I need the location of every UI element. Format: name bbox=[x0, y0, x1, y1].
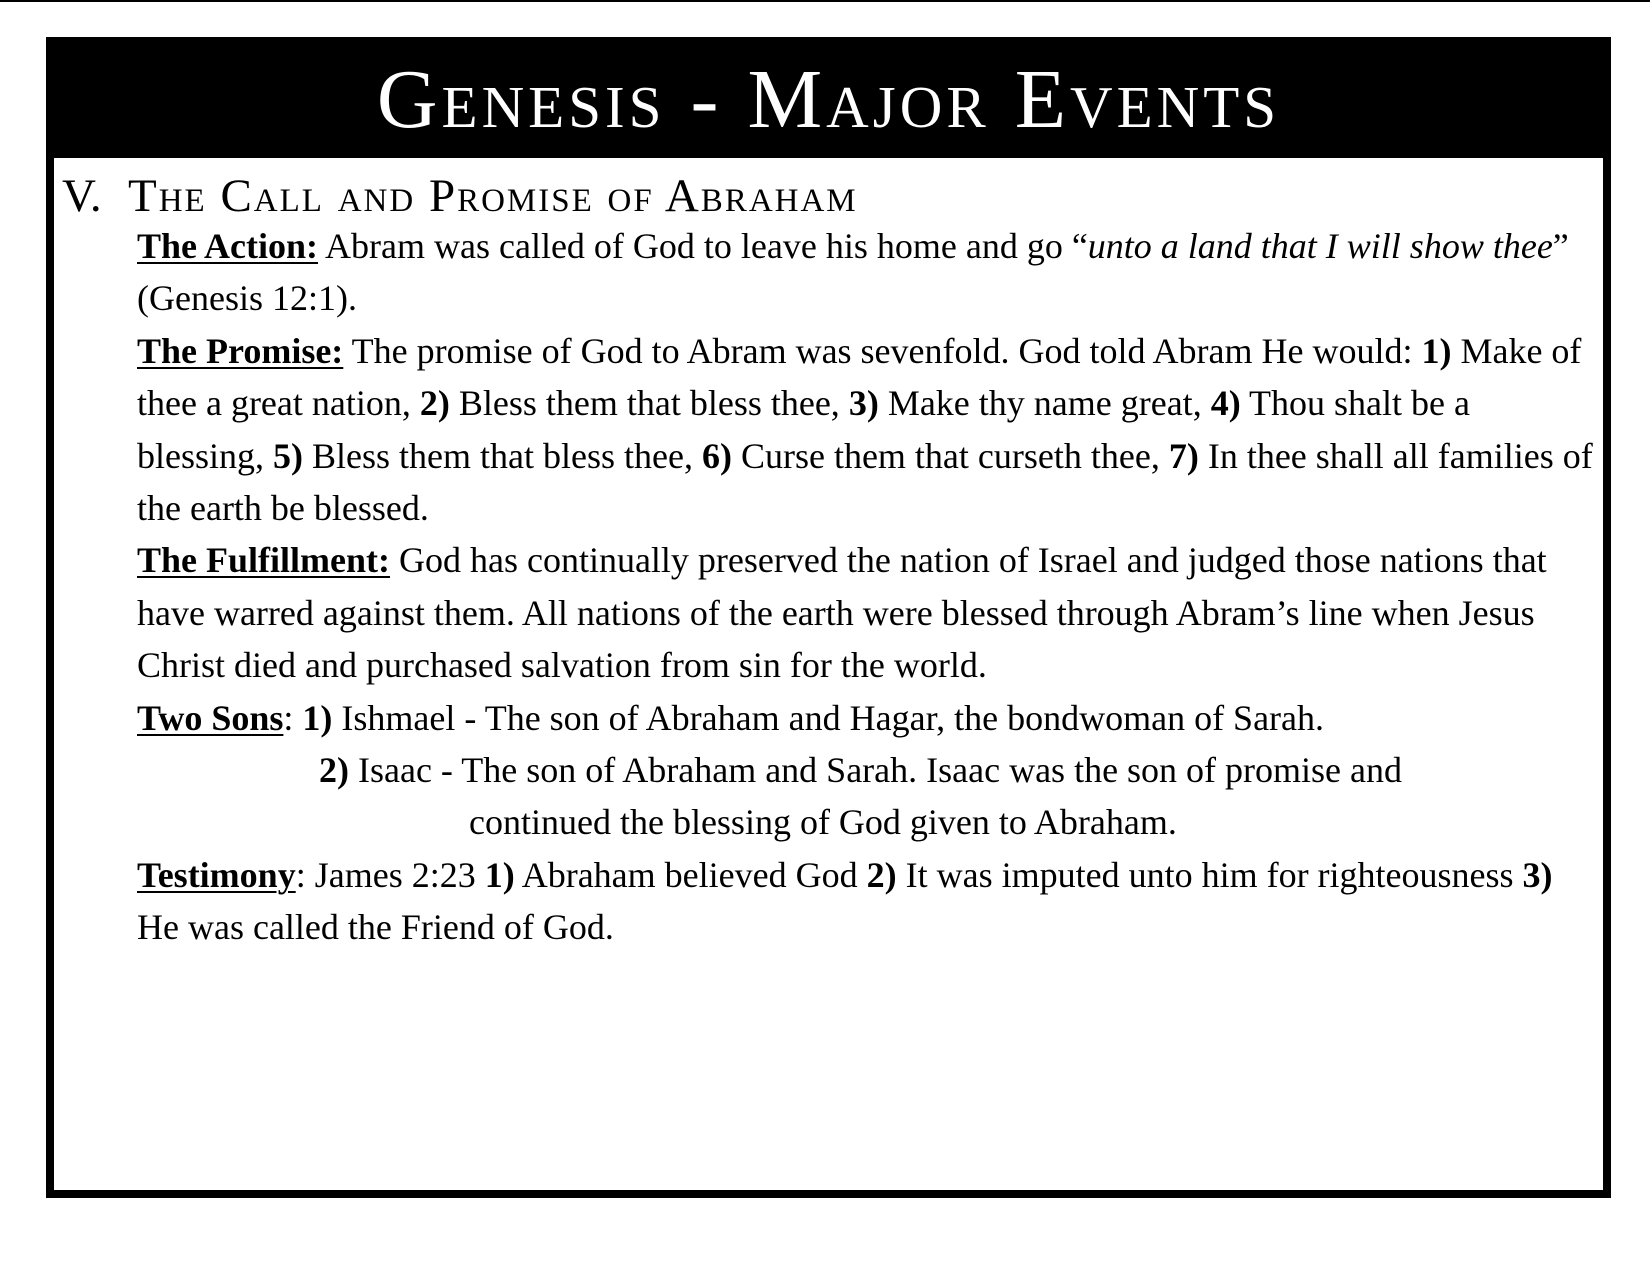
two-sons-label: Two Sons bbox=[137, 697, 284, 738]
fulfillment-label: The Fulfillment: bbox=[137, 540, 390, 581]
promise-item-number: 6) bbox=[701, 435, 732, 476]
promise-item-text: Curse them that curseth thee, bbox=[731, 435, 1169, 476]
promise-item-number: 2) bbox=[419, 383, 450, 424]
testimony-label: Testimony bbox=[137, 854, 296, 895]
testimony-item-number: 2) bbox=[866, 854, 897, 895]
action-quote: unto a land that I will show thee bbox=[1087, 226, 1553, 266]
testimony-item-text: Abraham believed God bbox=[514, 854, 867, 895]
testimony-colon: : bbox=[295, 854, 315, 895]
son-1-number: 1) bbox=[302, 697, 333, 738]
promise-item-text: Thou shalt be a blessing, bbox=[137, 383, 1470, 476]
promise-label: The Promise: bbox=[137, 330, 344, 371]
section-title: The Call and Promise of Abraham bbox=[128, 170, 858, 222]
promise-item-text: Bless them that bless thee, bbox=[449, 383, 849, 424]
son-2-number: 2) bbox=[319, 750, 349, 791]
promise-item-number: 5) bbox=[273, 435, 304, 476]
action-reference: ” (Genesis 12:1). bbox=[137, 226, 1569, 319]
promise-item-text: Bless them that bless thee, bbox=[303, 435, 702, 476]
fulfillment-text: God has continually preserved the nation of Israel and judged those nations that have warred against them. All nations of the earth were blessed through Abram’s line when Jesus Christ died and purchased salvation from sin for the world. bbox=[137, 540, 1547, 686]
two-sons-row-3 bbox=[137, 796, 1597, 848]
son-1-text: Ishmael - The son of Abraham and Hagar, the bondwoman of Sarah. bbox=[332, 697, 1325, 738]
page-title: Genesis - Major Events bbox=[376, 52, 1281, 146]
testimony-item-text: It was imputed unto him for righteousness bbox=[896, 854, 1523, 895]
testimony-item-number: 3) bbox=[1522, 854, 1553, 895]
section-numeral: V. bbox=[62, 170, 102, 222]
promise-item-text: Make thy name great, bbox=[878, 383, 1211, 424]
testimony-item-text: He was called the Friend of God. bbox=[137, 907, 614, 948]
son-2-continuation: continued the blessing of God given to Abraham. bbox=[469, 802, 1177, 843]
promise-item-text: In thee shall all families of the earth be blessed. bbox=[137, 435, 1593, 529]
promise-paragraph bbox=[137, 325, 1597, 535]
two-sons-colon: : bbox=[283, 697, 303, 738]
promise-item-text: Make of thee a great nation, bbox=[137, 330, 1582, 424]
testimony-paragraph bbox=[137, 849, 1597, 954]
section-heading bbox=[62, 166, 858, 226]
testimony-item-number: 1) bbox=[484, 854, 515, 895]
two-sons-row-1 bbox=[137, 692, 1597, 744]
promise-item-number: 4) bbox=[1210, 383, 1241, 424]
promise-intro: The promise of God to Abram was sevenfold. God told Abram He would: bbox=[343, 330, 1422, 371]
testimony-reference: James 2:23 bbox=[314, 854, 485, 895]
action-paragraph bbox=[137, 220, 1597, 325]
son-2-text: Isaac - The son of Abraham and Sarah. Isaac was the son of promise and bbox=[349, 750, 1402, 791]
fulfillment-paragraph bbox=[137, 534, 1597, 691]
promise-item-number: 3) bbox=[848, 383, 879, 424]
promise-item-number: 7) bbox=[1168, 435, 1199, 476]
title-bar bbox=[46, 37, 1611, 158]
top-rule bbox=[0, 0, 1650, 2]
section-content bbox=[137, 220, 1597, 954]
action-text: Abram was called of God to leave his home and go “ bbox=[318, 226, 1088, 266]
promise-item-number: 1) bbox=[1421, 330, 1452, 371]
two-sons-row-2 bbox=[137, 744, 1597, 796]
action-label: The Action: bbox=[137, 226, 319, 266]
